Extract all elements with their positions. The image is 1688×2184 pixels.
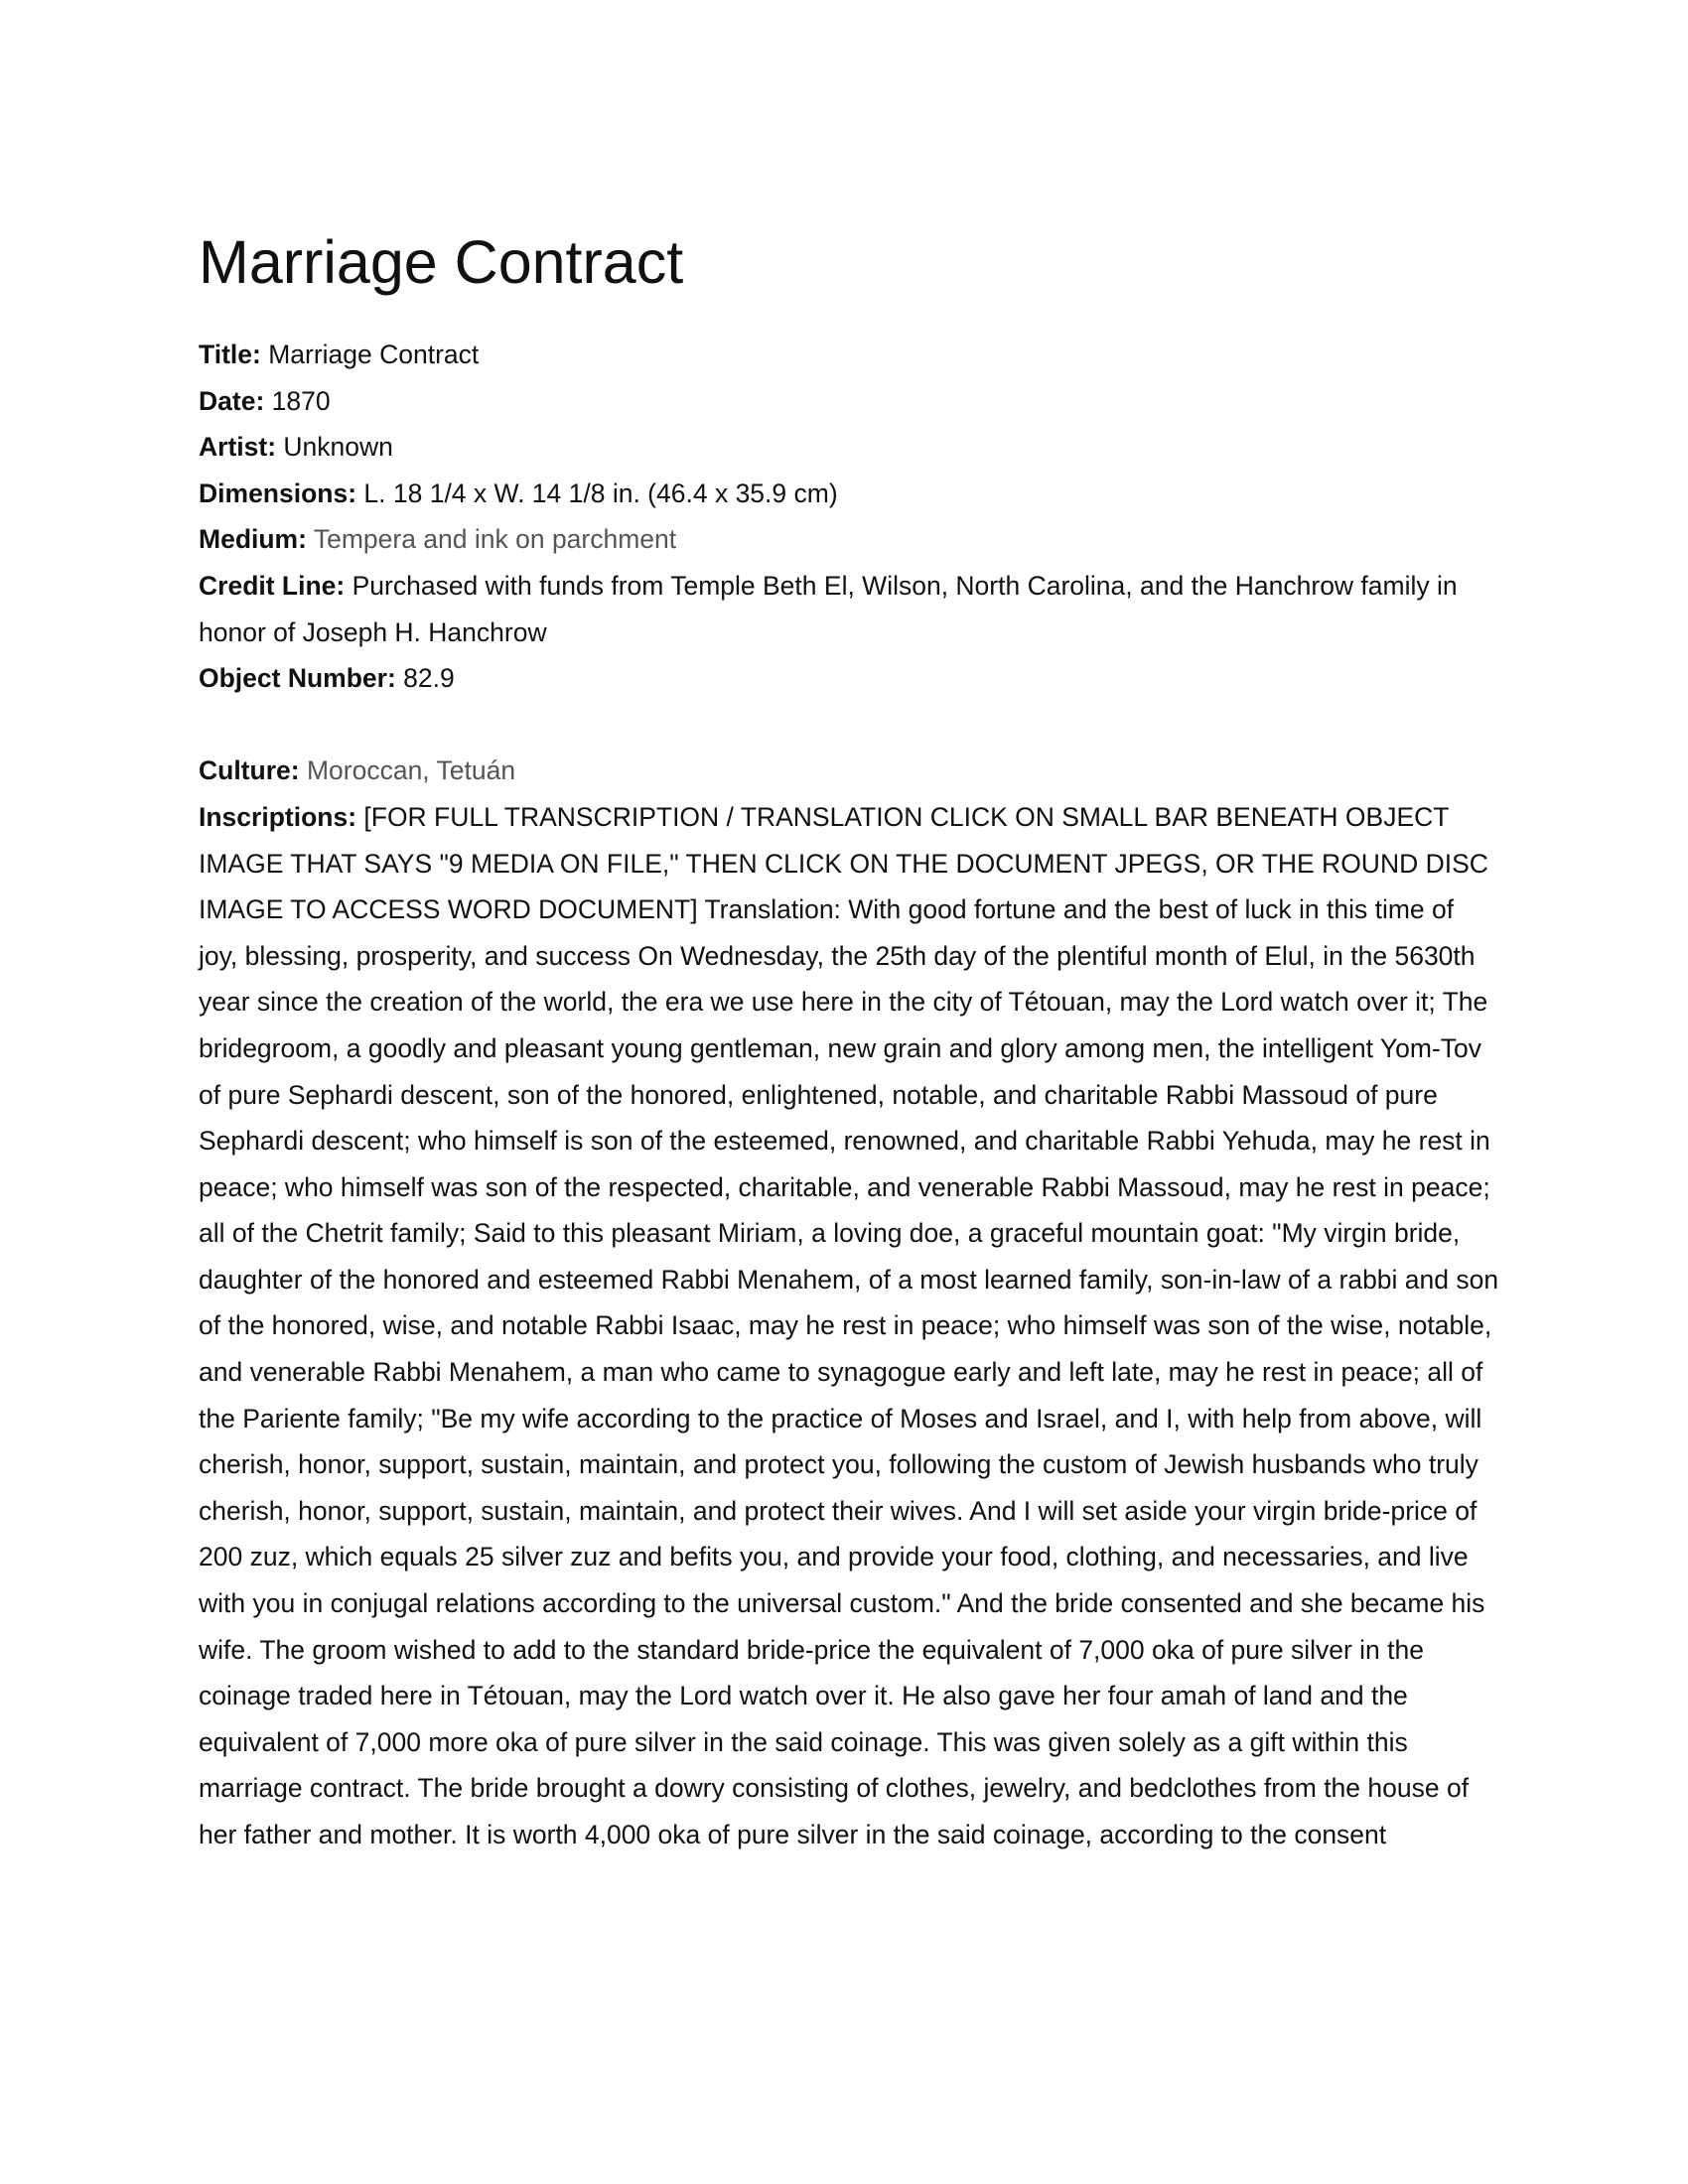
field-inscriptions xyxy=(199,794,1499,1858)
field-culture xyxy=(199,748,1499,794)
field-artist xyxy=(199,424,1499,471)
field-value: Purchased with funds from Temple Beth El, Wilson, North Carolina, and the Hanchrow family in honor of Joseph H. Hanchrow xyxy=(199,570,1458,647)
field-value: Unknown xyxy=(283,432,393,463)
field-label: Object Number: xyxy=(199,663,396,694)
field-credit-line xyxy=(199,563,1499,655)
field-value: 82.9 xyxy=(403,663,455,694)
field-label: Inscriptions: xyxy=(199,801,357,832)
field-label: Artist: xyxy=(199,432,277,463)
section-spacer xyxy=(199,702,1499,749)
field-medium xyxy=(199,516,1499,563)
object-record xyxy=(199,226,1499,1858)
field-dimensions xyxy=(199,471,1499,517)
field-label: Culture: xyxy=(199,755,300,786)
field-label: Credit Line: xyxy=(199,570,346,601)
field-date xyxy=(199,378,1499,425)
field-label: Dimensions: xyxy=(199,478,357,508)
field-label: Date: xyxy=(199,385,265,416)
field-label: Title: xyxy=(199,340,261,369)
field-title xyxy=(199,332,1499,378)
field-label: Medium: xyxy=(199,524,307,555)
culture-link[interactable]: Moroccan, Tetuán xyxy=(306,755,516,786)
field-value: L. 18 1/4 x W. 14 1/8 in. (46.4 x 35.9 cm) xyxy=(363,478,838,508)
field-value: 1870 xyxy=(271,385,331,416)
field-value: Marriage Contract xyxy=(268,340,480,369)
page-title: Marriage Contract xyxy=(199,228,684,296)
medium-link[interactable]: Tempera and ink on parchment xyxy=(313,524,677,555)
inscriptions-text: [FOR FULL TRANSCRIPTION / TRANSLATION CLICK ON SMALL BAR BENEATH OBJECT IMAGE THAT SAYS "9 MEDIA ON FILE," THEN CLICK ON THE DOCUMENT JPEGS, OR THE ROUND DISC IMAGE TO ACCESS WORD DOCUMENT] Translation: With good fortune and the best of luck in this time of joy, blessing, prosperity, and success On Wednesday, the 25th day of the plentiful month of Elul, in the 5630th year since the creation of the world, the era we use here in the city of Tétouan, may the Lord watch over it; The bridegroom, a goodly and pleasant young gentleman, new grain and glory among men, the intelligent Yom-Tov of pure Sephardi descent, son of the honored, enlightened, notable, and charitable Rabbi Massoud of pure Sephardi descent; who himself is son of the esteemed, renowned, and charitable Rabbi Yehuda, may he rest in peace; who himself was son of the respected, charitable, and venerable Rabbi Massoud, may he rest in peace; all of the Chetrit family; Said to this pleasant Miriam, a loving doe, a graceful mountain goat: "My virgin bride, daughter of the honored and esteemed Rabbi Menahem, of a most learned family, son-in-law of a rabbi and son of the honored, wise, and notable Rabbi Isaac, may he rest in peace; who himself was son of the wise, notable, and venerable Rabbi Menahem, a man who came to synagogue early and left late, may he rest in peace; all of the Pariente family; "Be my wife according to the practice of Moses and Israel, and I, with help from above, will cherish, honor, support, sustain, maintain, and protect you, following the custom of Jewish husbands who truly cherish, honor, support, sustain, maintain, and protect their wives. And I will set aside your virgin bride-price of 200 zuz, which equals 25 silver zuz and befits you, and provide your food, clothing, and necessaries, and live with you in conjugal relations according to the universal custom." And the bride consented and she became his wife. The groom wished to add to the standard bride-price the equivalent of 7,000 oka of pure silver in the coinage traded here in Tétouan, may the Lord watch over it. He also gave her four amah of land and the equivalent of 7,000 more oka of pure silver in the said coinage. This was given solely as a gift within this marriage contract. The bride brought a dowry consisting of clothes, jewelry, and bedclothes from the house of her father and mother. It is worth 4,000 oka of pure silver in the said coinage, according to the consent xyxy=(199,801,1499,1849)
field-object-number xyxy=(199,655,1499,702)
